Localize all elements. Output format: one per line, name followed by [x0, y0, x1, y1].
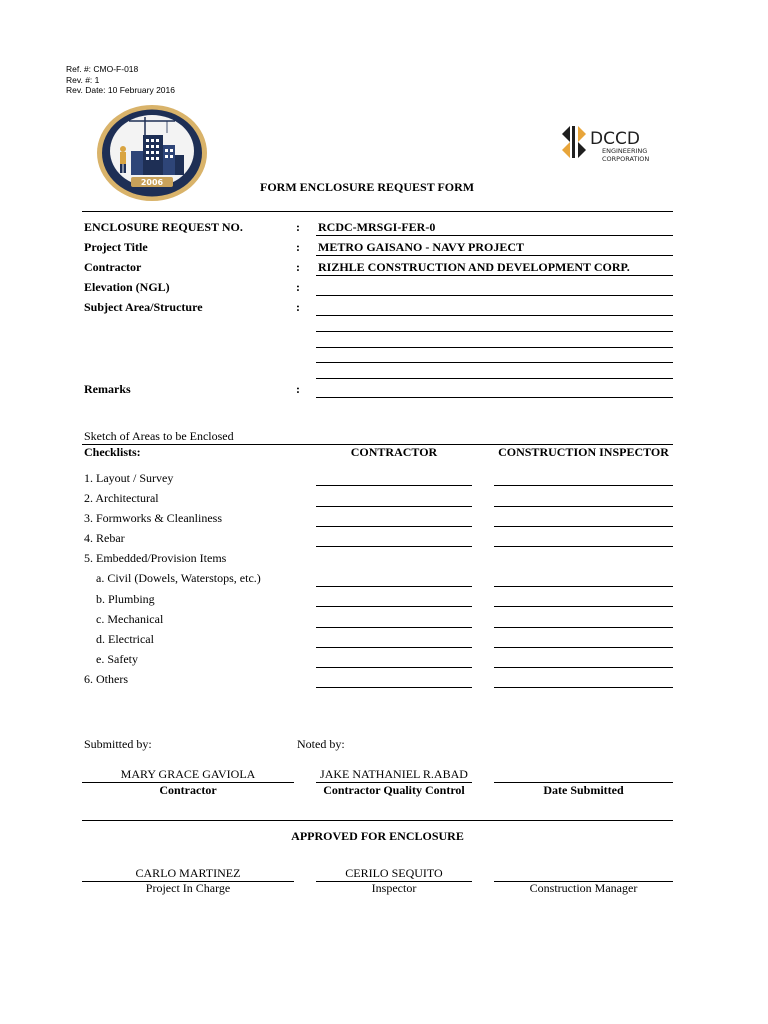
colon: : [296, 280, 300, 294]
signatory-name-inspector: CERILO SEQUITO [345, 866, 443, 880]
inspector-check-line[interactable] [494, 606, 673, 607]
colon: : [296, 240, 300, 254]
checklist-item-embedded: 5. Embedded/Provision Items [84, 551, 227, 565]
approval-rule [82, 820, 673, 821]
field-line [316, 362, 673, 363]
signatory-name-qc: JAKE NATHANIEL R.ABAD [320, 767, 468, 781]
field-line [316, 397, 673, 398]
inspector-check-line[interactable] [494, 546, 673, 547]
document-reference [66, 64, 175, 96]
contractor-check-line[interactable] [316, 627, 472, 628]
signatory-role-inspector: Inspector [371, 881, 417, 895]
contractor-check-line[interactable] [316, 667, 472, 668]
checklist-item-architectural: 2. Architectural [84, 491, 159, 505]
checklist-item-safety: e. Safety [96, 652, 138, 666]
checklist-item-plumbing: b. Plumbing [96, 592, 155, 606]
dccd-logo [560, 120, 672, 166]
noted-by-label: Noted by: [297, 737, 345, 751]
checklist-item-formworks: 3. Formworks & Cleanliness [84, 511, 222, 525]
sketch-label: Sketch of Areas to be Enclosed [84, 429, 234, 443]
field-line [316, 378, 673, 379]
field-label-subject-area: Subject Area/Structure [84, 300, 203, 314]
contractor-check-line[interactable] [316, 687, 472, 688]
checklist-item-others: 6. Others [84, 672, 128, 686]
form-title: FORM ENCLOSURE REQUEST FORM [260, 180, 475, 194]
dccd-logo-line1: ENGINEERING [602, 147, 648, 155]
signatory-name-contractor: MARY GRACE GAVIOLA [120, 767, 256, 781]
colon: : [296, 382, 300, 396]
signatory-name-pic: CARLO MARTINEZ [135, 866, 241, 880]
field-label-request-no: ENCLOSURE REQUEST NO. [84, 220, 243, 234]
signatory-role-pic: Project In Charge [145, 881, 231, 895]
contractor-check-line[interactable] [316, 526, 472, 527]
submitted-by-label: Submitted by: [84, 737, 152, 751]
colon: : [296, 260, 300, 274]
checklist-item-electrical: d. Electrical [96, 632, 154, 646]
checklist-item-civil: a. Civil (Dowels, Waterstops, etc.) [96, 571, 261, 585]
contractor-check-line[interactable] [316, 606, 472, 607]
inspector-check-line[interactable] [494, 647, 673, 648]
field-line [316, 295, 673, 296]
top-rule [82, 211, 673, 212]
checklist-item-layout: 1. Layout / Survey [84, 471, 174, 485]
dccd-logo-name: DCCD [590, 129, 640, 149]
inspector-check-line[interactable] [494, 485, 673, 486]
column-header-contractor: CONTRACTOR [350, 445, 438, 459]
inspector-check-line[interactable] [494, 687, 673, 688]
field-value-request-no[interactable]: RCDC-MRSGI-FER-0 [318, 220, 436, 234]
field-line [316, 255, 673, 256]
field-line [316, 347, 673, 348]
inspector-check-line[interactable] [494, 627, 673, 628]
inspector-check-line[interactable] [494, 667, 673, 668]
contractor-check-line[interactable] [316, 485, 472, 486]
signatory-role-contractor: Contractor [159, 783, 217, 797]
dccd-logo-line2: CORPORATION [602, 155, 650, 163]
contractor-check-line[interactable] [316, 586, 472, 587]
field-line [316, 331, 673, 332]
field-label-contractor: Contractor [84, 260, 142, 274]
revision-date: Rev. Date: 10 February 2016 [66, 85, 175, 95]
field-line [316, 315, 673, 316]
field-label-elevation: Elevation (NGL) [84, 280, 170, 294]
inspector-check-line[interactable] [494, 526, 673, 527]
colon: : [296, 220, 300, 234]
date-submitted-label: Date Submitted [543, 783, 624, 797]
inspector-check-line[interactable] [494, 506, 673, 507]
field-line [316, 275, 673, 276]
inspector-check-line[interactable] [494, 586, 673, 587]
field-label-remarks: Remarks [84, 382, 131, 396]
signatory-role-cm: Construction Manager [529, 881, 638, 895]
checklist-item-rebar: 4. Rebar [84, 531, 125, 545]
contractor-check-line[interactable] [316, 647, 472, 648]
field-value-contractor[interactable]: RIZHLE CONSTRUCTION AND DEVELOPMENT CORP. [318, 260, 630, 274]
emblem-year: 2006 [140, 178, 164, 187]
company-emblem-logo [95, 103, 209, 203]
field-value-project-title[interactable]: METRO GAISANO - NAVY PROJECT [318, 240, 525, 254]
column-header-inspector: CONSTRUCTION INSPECTOR [498, 445, 669, 459]
contractor-check-line[interactable] [316, 546, 472, 547]
colon: : [296, 300, 300, 314]
approved-heading: APPROVED FOR ENCLOSURE [291, 829, 464, 843]
field-label-project-title: Project Title [84, 240, 148, 254]
signatory-role-qc: Contractor Quality Control [323, 783, 465, 797]
checklist-title: Checklists: [84, 445, 141, 459]
ref-number: Ref. #: CMO-F-018 [66, 64, 139, 74]
revision-number: Rev. #: 1 [66, 74, 100, 85]
checklist-item-mechanical: c. Mechanical [96, 612, 164, 626]
field-line [316, 235, 673, 236]
contractor-check-line[interactable] [316, 506, 472, 507]
